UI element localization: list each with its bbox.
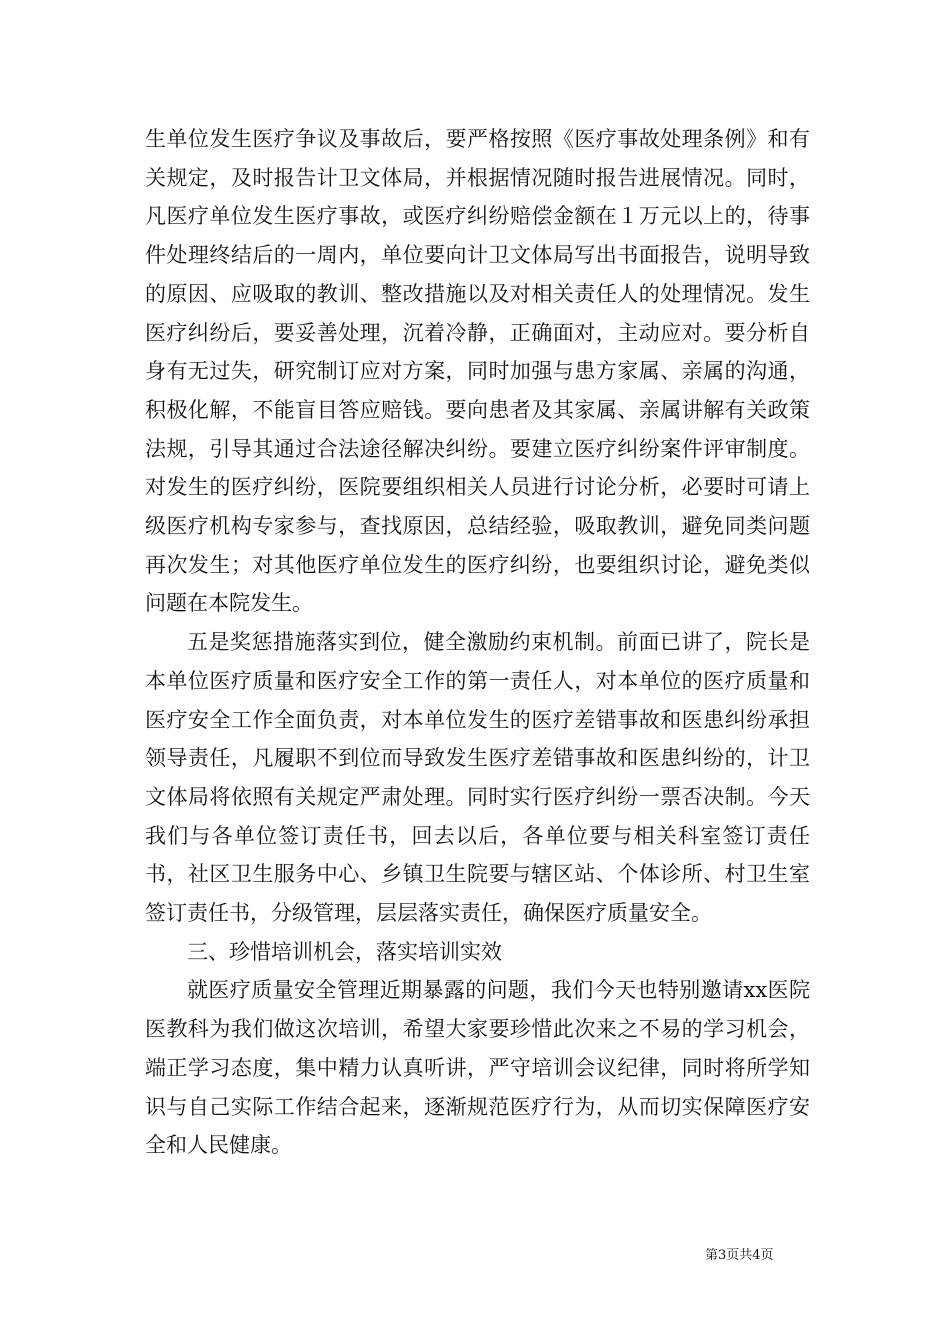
paragraph-rewards-penalties: 五是奖惩措施落实到位，健全激励约束机制。前面已讲了，院长是本单位医疗质量和医疗安全工作的第一责任人，对本单位的医疗质量和医疗安全工作全面负责，对本单位发生的医疗差错事故和医患纠纷承担领导责任，凡履职不到位而导致发生医疗差错事故和医患纠纷的，计卫文体局将依照有关规定严肃处理。同时实行医疗纠纷一票否决制。今天我们与各单位签订责任书，回去以后，各单位要与相关科室签订责任书，社区卫生服务中心、乡镇卫生院要与辖区站、个体诊所、村卫生室签订责任书，分级管理，层层落实责任，确保医疗质量安全。: [145, 630, 810, 926]
document-page: [145, 120, 810, 1165]
page-number-footer: 第3页共4页: [705, 1248, 774, 1263]
section-heading-training: 三、珍惜培训机会，落实培训实效: [187, 939, 502, 964]
paragraph-dispute-handling: 生单位发生医疗争议及事故后，要严格按照《医疗事故处理条例》和有关规定，及时报告计卫文体局，并根据情况随时报告进展情况。同时，凡医疗单位发生医疗事故，或医疗纠纷赔偿金额在１万元以上的，待事件处理终结后的一周内，单位要向计卫文体局写出书面报告，说明导致的原因、应吸取的教训、整改措施以及对相关责任人的处理情况。发生医疗纠纷后，要妥善处理，沉着冷静，正确面对，主动应对。要分析自身有无过失，研究制订应对方案，同时加强与患方家属、亲属的沟通，积极化解，不能盲目答应赔钱。要向患者及其家属、亲属讲解有关政策法规，引导其通过合法途径解决纠纷。要建立医疗纠纷案件评审制度。对发生的医疗纠纷，医院要组织相关人员进行讨论分析，必要时可请上级医疗机构专家参与，查找原因，总结经验，吸取教训，避免同类问题再次发生；对其他医疗单位发生的医疗纠纷，也要组织讨论，避免类似问题在本院发生。: [145, 127, 810, 616]
paragraph-training: 就医疗质量安全管理近期暴露的问题，我们今天也特别邀请xx医院医教科为我们做这次培训，希望大家要珍惜此次来之不易的学习机会，端正学习态度，集中精力认真听讲，严守培训会议纪律，同时将所学知识与自己实际工作结合起来，逐渐规范医疗行为，从而切实保障医疗安全和人民健康。: [145, 978, 810, 1158]
